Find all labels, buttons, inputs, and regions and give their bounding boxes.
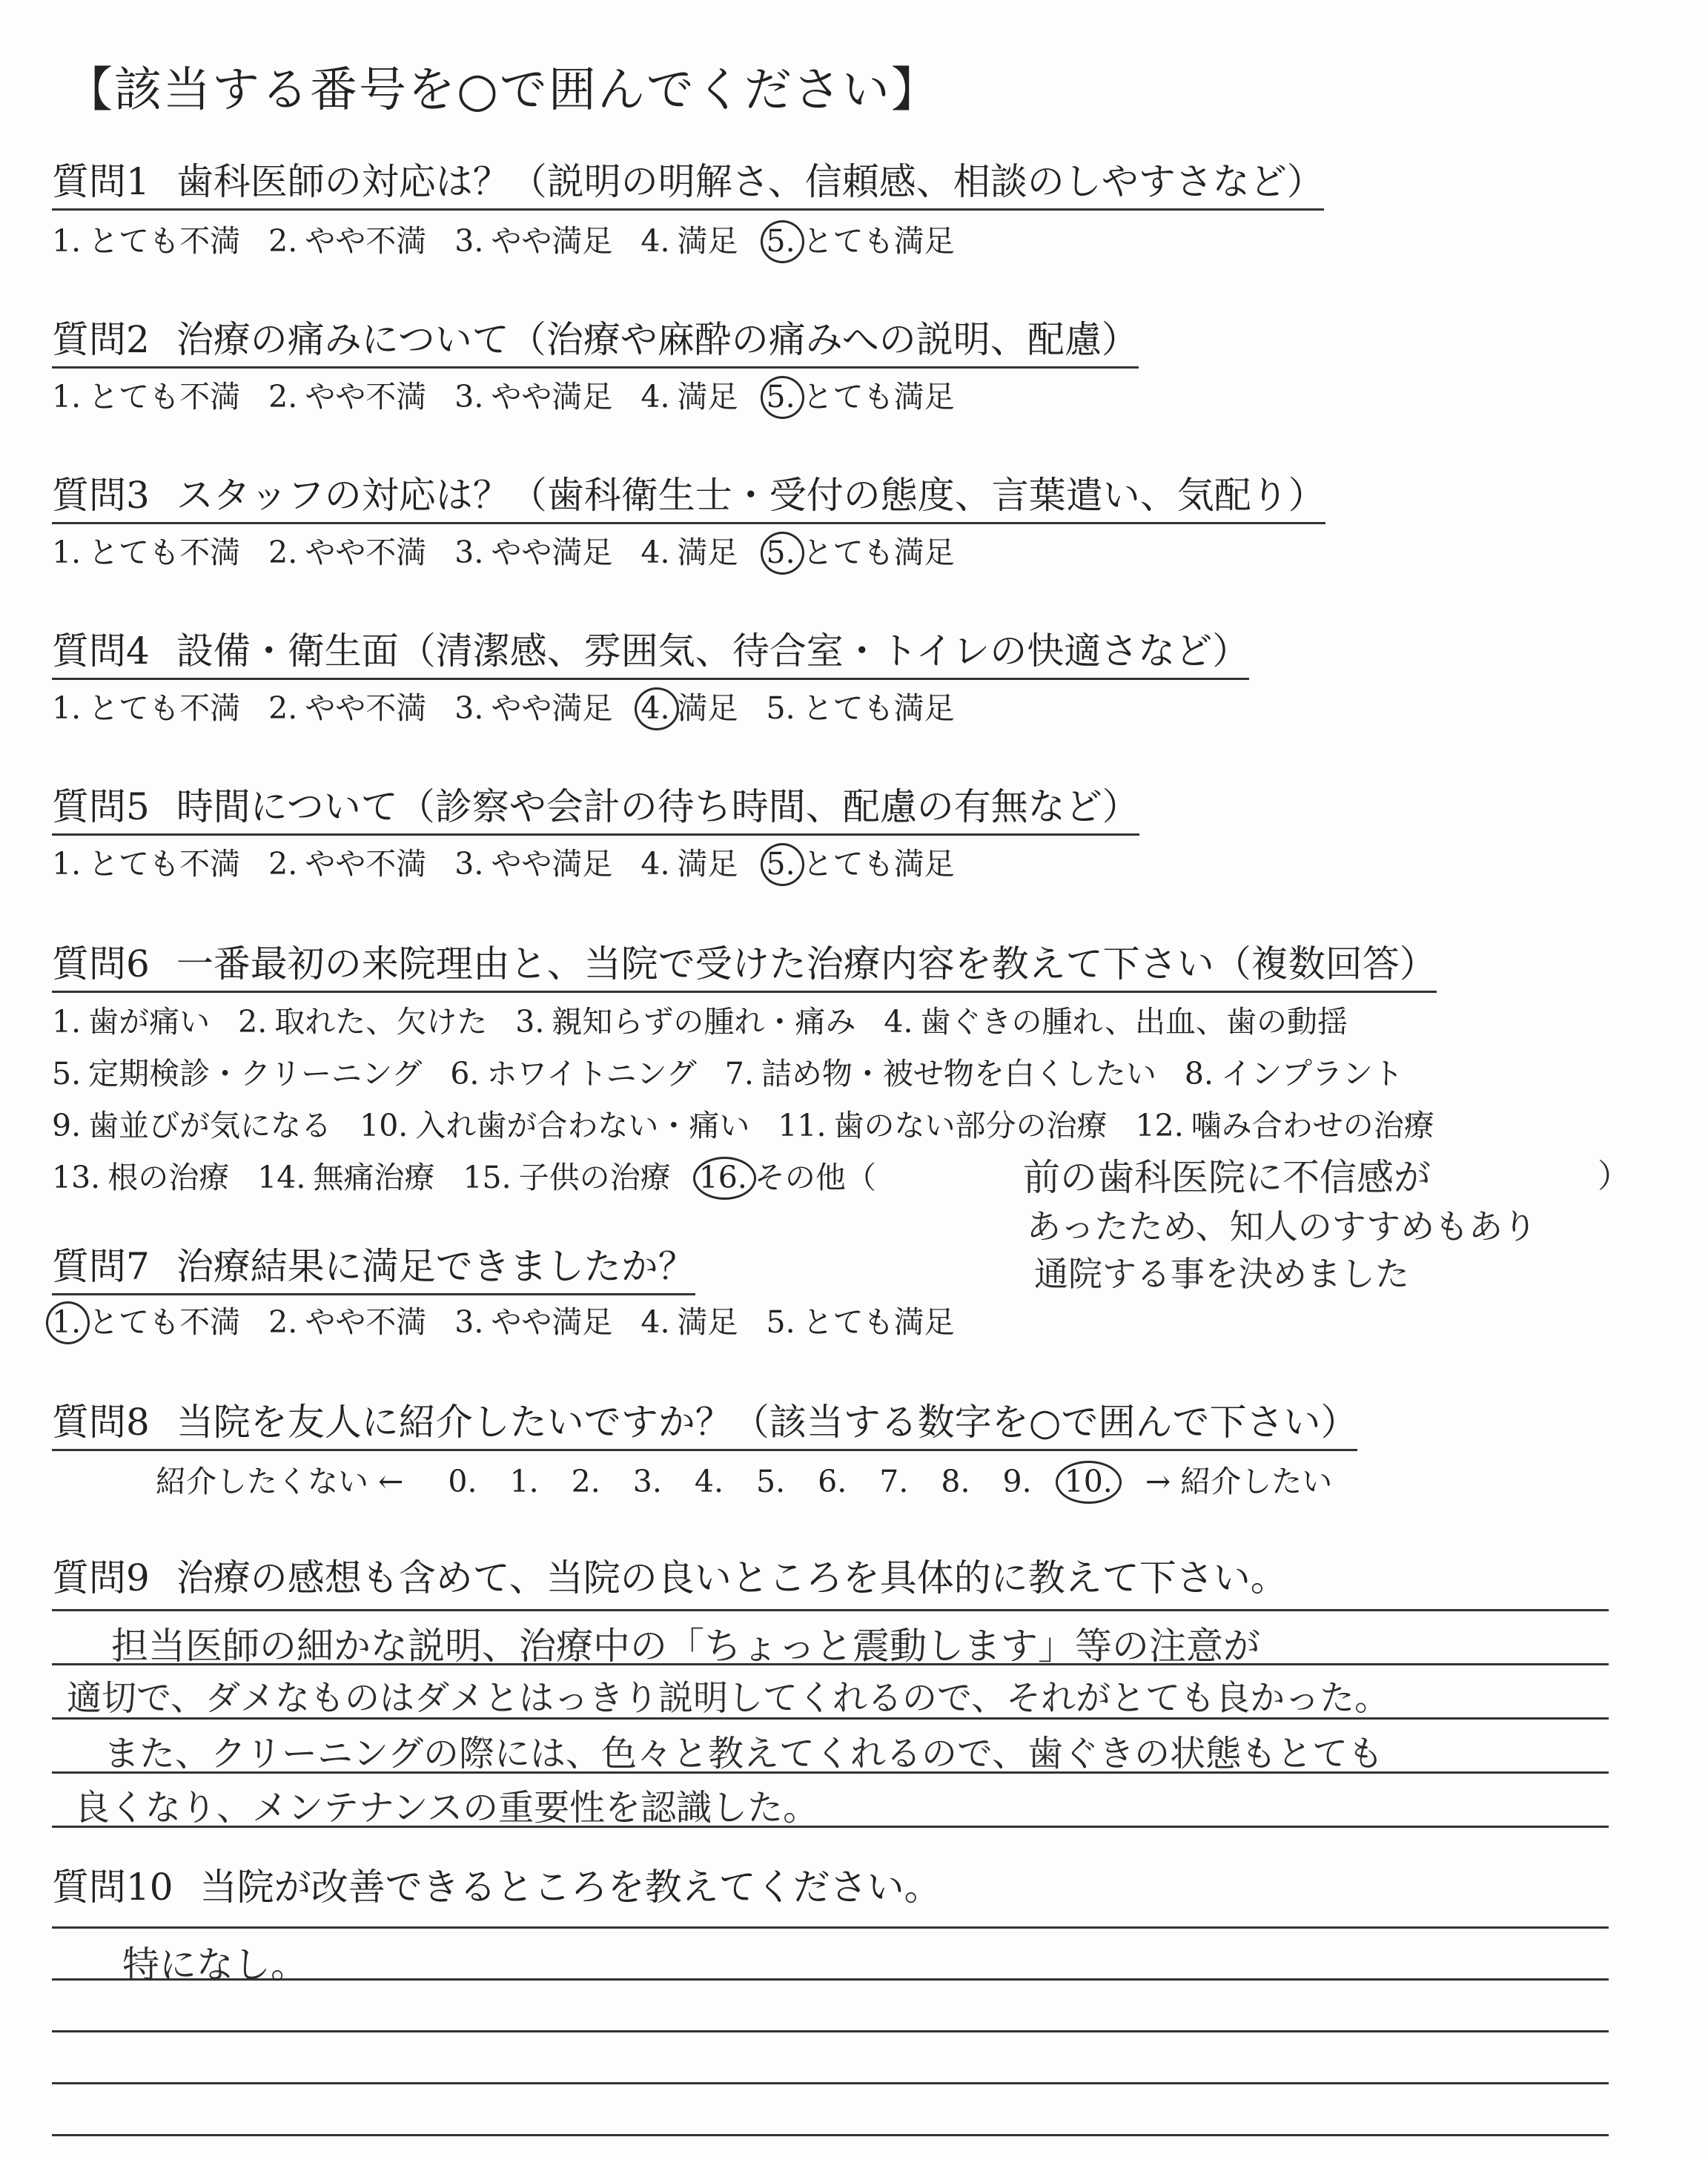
option-2[interactable] — [268, 839, 426, 883]
option-label: 入れ歯が合わない・痛い — [415, 1108, 750, 1143]
option-label: 満足 — [677, 1304, 738, 1340]
option-number: 1. — [52, 690, 82, 726]
option-number: 15. — [463, 1160, 512, 1195]
option-3[interactable] — [454, 372, 612, 416]
option-label: とても満足 — [802, 535, 955, 570]
q6-option-10[interactable] — [360, 1101, 749, 1145]
option-1[interactable] — [52, 684, 240, 727]
option-number: 3. — [454, 690, 484, 726]
option-number: 5. — [766, 535, 795, 570]
option-label: やや満足 — [491, 846, 613, 882]
option-label: ホワイトニング — [486, 1056, 697, 1091]
q6-option-16[interactable] — [699, 1153, 876, 1197]
option-label: とても満足 — [802, 1304, 955, 1340]
q2-heading: 質問2 治療の痛みについて（治療や麻酔の痛みへの説明、配慮） — [52, 310, 1139, 369]
option-1[interactable] — [52, 372, 240, 416]
q4-heading: 質問4 設備・衛生面（清潔感、雰囲気、待合室・トイレの快適さなど） — [52, 621, 1249, 680]
q6-option-11[interactable] — [778, 1101, 1107, 1145]
q6-option-8[interactable] — [1185, 1049, 1403, 1093]
option-1[interactable] — [52, 839, 240, 883]
q6-option-7[interactable] — [725, 1049, 1156, 1093]
q7-heading: 質問7 治療結果に満足できましたか？ — [52, 1237, 695, 1295]
option-label: やや不満 — [305, 846, 427, 882]
q2-options[interactable] — [52, 372, 983, 416]
option-2[interactable] — [268, 684, 426, 727]
option-label: 満足 — [677, 846, 738, 882]
option-number: 11. — [778, 1108, 827, 1143]
option-label: 親知らずの腫れ・痛み — [552, 1004, 856, 1040]
option-4[interactable] — [640, 372, 738, 416]
q6-option-4[interactable] — [884, 997, 1348, 1041]
option-label: やや満足 — [491, 690, 613, 726]
option-number: 1. — [52, 379, 82, 415]
option-label: 歯のない部分の治療 — [833, 1108, 1108, 1143]
q8-scale-value[interactable]: 10. — [1064, 1464, 1113, 1499]
q1-options[interactable] — [52, 217, 983, 260]
q6-option-6[interactable] — [450, 1049, 696, 1093]
option-number: 2. — [238, 1004, 268, 1040]
q6-option-row[interactable] — [52, 1153, 904, 1197]
q6-other-answer-line3: 通院する事を決めました — [1034, 1254, 1409, 1294]
q8-scale-value[interactable]: 9. — [1002, 1464, 1032, 1499]
option-3[interactable] — [454, 684, 612, 727]
option-2[interactable] — [268, 1298, 426, 1341]
answer-rule — [52, 2082, 1609, 2084]
q1-heading: 質問1 歯科医師の対応は？（説明の明解さ、信頼感、相談のしやすさなど） — [52, 152, 1324, 211]
option-1[interactable] — [52, 1298, 240, 1341]
q6-option-3[interactable] — [515, 997, 855, 1041]
q6-option-1[interactable] — [52, 997, 210, 1041]
option-label: 詰め物・被せ物を白くしたい — [761, 1056, 1156, 1091]
q6-heading: 質問6 一番最初の来院理由と、当院で受けた治療内容を教えて下さい（複数回答） — [52, 934, 1437, 993]
option-number: 1. — [52, 1304, 82, 1340]
answer-rule — [52, 1926, 1609, 1929]
option-label: やや満足 — [491, 535, 613, 570]
option-label: 満足 — [677, 690, 738, 726]
option-5[interactable] — [767, 217, 955, 260]
option-number: 4. — [640, 535, 670, 570]
q8-scale-value[interactable]: 4. — [694, 1464, 724, 1499]
q8-scale[interactable] — [156, 1457, 1332, 1501]
option-label: やや不満 — [305, 223, 427, 259]
q9-answer-line3: また、クリーニングの際には、色々と教えてくれるので、歯ぐきの状態もとても — [104, 1733, 1384, 1774]
option-3[interactable] — [454, 1298, 612, 1341]
q4-options[interactable] — [52, 684, 983, 727]
q8-scale-value[interactable]: 2. — [571, 1464, 600, 1499]
option-label: とても不満 — [88, 379, 241, 415]
option-number: 3. — [454, 223, 484, 259]
q3-heading: 質問3 スタッフの対応は？（歯科衛生士・受付の態度、言葉遣い、気配り） — [52, 466, 1325, 524]
option-number: 2. — [268, 690, 298, 726]
answer-rule — [52, 2030, 1609, 2032]
page-title: 【該当する番号を○で囲んでください】 — [65, 63, 940, 118]
option-number: 4. — [640, 223, 670, 259]
option-label: 満足 — [677, 223, 738, 259]
option-number: 6. — [450, 1056, 480, 1091]
option-number: 3. — [515, 1004, 545, 1040]
q8-scale-value[interactable]: 5. — [756, 1464, 786, 1499]
q6-option-row[interactable] — [52, 1101, 1463, 1145]
option-label: インプラント — [1221, 1056, 1403, 1091]
q6-other-answer-line1: 前の歯科医院に不信感が — [1023, 1156, 1431, 1199]
option-label: その他（ — [754, 1160, 876, 1195]
option-label: 歯並びが気になる — [88, 1108, 332, 1143]
q6-other-answer-line2: あったため、知人のすすめもあり — [1027, 1206, 1537, 1246]
option-number: 5. — [766, 1304, 795, 1340]
option-number: 1. — [52, 1004, 82, 1040]
option-number: 1. — [52, 535, 82, 570]
option-3[interactable] — [454, 528, 612, 572]
option-number: 5. — [766, 846, 795, 882]
option-label: やや不満 — [305, 1304, 427, 1340]
option-label: とても不満 — [88, 846, 241, 882]
option-label: とても満足 — [802, 690, 955, 726]
option-label: やや満足 — [491, 1304, 613, 1340]
option-5[interactable] — [767, 372, 955, 416]
answer-rule — [52, 1609, 1609, 1611]
option-number: 14. — [257, 1160, 306, 1195]
option-number: 4. — [884, 1004, 913, 1040]
q8-scale-value[interactable]: 1. — [509, 1464, 539, 1499]
option-number: 2. — [268, 379, 298, 415]
q7-options[interactable] — [52, 1298, 983, 1341]
option-number: 16. — [698, 1160, 747, 1195]
option-label: 根の治療 — [107, 1160, 230, 1195]
option-3[interactable] — [454, 839, 612, 883]
option-number: 9. — [52, 1108, 82, 1143]
option-label: とても満足 — [802, 846, 955, 882]
option-label: 取れた、欠けた — [274, 1004, 488, 1040]
option-label: 歯が痛い — [88, 1004, 211, 1040]
option-number: 3. — [454, 535, 484, 570]
q6-option-5[interactable] — [52, 1049, 422, 1093]
option-number: 3. — [454, 379, 484, 415]
q8-heading: 質問8 当院を友人に紹介したいですか？（該当する数字を○で囲んで下さい） — [52, 1393, 1357, 1451]
option-number: 12. — [1135, 1108, 1184, 1143]
option-label: やや満足 — [491, 223, 613, 259]
option-4[interactable] — [640, 684, 738, 727]
option-number: 7. — [724, 1056, 754, 1091]
q10-answer: 特になし。 — [122, 1943, 308, 1986]
option-number: 2. — [268, 1304, 298, 1340]
q8-scale-value[interactable]: 8. — [941, 1464, 970, 1499]
q3-options[interactable] — [52, 528, 983, 572]
option-5[interactable] — [767, 839, 955, 883]
option-number: 2. — [268, 535, 298, 570]
answer-rule — [52, 2134, 1609, 2136]
option-number: 13. — [52, 1160, 101, 1195]
option-label: とても不満 — [88, 1304, 241, 1340]
q8-left-label: 紹介したくない ← — [156, 1464, 404, 1499]
option-label: 子供の治療 — [518, 1160, 671, 1195]
option-5[interactable] — [767, 684, 955, 727]
q6-other-close: ） — [1598, 1157, 1630, 1195]
option-label: とても満足 — [802, 223, 955, 259]
q8-scale-value[interactable]: 0. — [448, 1464, 477, 1499]
option-number: 3. — [454, 1304, 484, 1340]
option-label: 噛み合わせの治療 — [1191, 1108, 1434, 1143]
option-4[interactable] — [640, 1298, 738, 1341]
option-1[interactable] — [52, 528, 240, 572]
option-label: とても不満 — [88, 223, 241, 259]
option-4[interactable] — [640, 839, 738, 883]
q5-heading: 質問5 時間について（診察や会計の待ち時間、配慮の有無など） — [52, 777, 1139, 836]
option-label: やや不満 — [305, 535, 427, 570]
option-1[interactable] — [52, 217, 240, 260]
q9-answer-line2: 適切で、ダメなものはダメとはっきり説明してくれるので、それがとても良かった。 — [67, 1678, 1390, 1719]
q6-option-2[interactable] — [238, 997, 487, 1041]
q6-option-row[interactable] — [52, 1049, 1431, 1093]
option-number: 1. — [52, 223, 82, 259]
q6-option-9[interactable] — [52, 1101, 331, 1145]
option-label: 定期検診・クリーニング — [88, 1056, 423, 1091]
q8-scale-value[interactable]: 3. — [632, 1464, 662, 1499]
q9-answer-line4: 良くなり、メンテナンスの重要性を認識した。 — [74, 1787, 819, 1829]
option-label: 満足 — [677, 535, 738, 570]
option-2[interactable] — [268, 372, 426, 416]
option-label: とても不満 — [88, 535, 241, 570]
option-label: やや満足 — [491, 379, 613, 415]
q9-heading: 質問9 治療の感想も含めて、当院の良いところを具体的に教えて下さい。 — [52, 1556, 1288, 1599]
option-number: 10. — [360, 1108, 408, 1143]
option-number: 4. — [640, 846, 670, 882]
option-number: 2. — [268, 846, 298, 882]
q6-option-row[interactable] — [52, 997, 1376, 1041]
option-number: 5. — [766, 690, 795, 726]
option-number: 1. — [52, 846, 82, 882]
option-label: とても不満 — [88, 690, 241, 726]
q9-answer-line1: 担当医師の細かな説明、治療中の「ちょっと震動します」等の注意が — [111, 1625, 1260, 1668]
option-label: とても満足 — [802, 379, 955, 415]
q5-options[interactable] — [52, 839, 983, 883]
q6-option-14[interactable] — [257, 1153, 434, 1197]
q8-scale-value[interactable]: 6. — [818, 1464, 847, 1499]
option-number: 2. — [268, 223, 298, 259]
option-number: 5. — [52, 1056, 82, 1091]
q8-scale-value[interactable]: 7. — [879, 1464, 909, 1499]
option-number: 4. — [640, 379, 670, 415]
option-3[interactable] — [454, 217, 612, 260]
option-2[interactable] — [268, 217, 426, 260]
q10-heading: 質問10 当院が改善できるところを教えてください。 — [52, 1866, 941, 1909]
q6-option-13[interactable] — [52, 1153, 229, 1197]
option-number: 8. — [1184, 1056, 1214, 1091]
option-number: 4. — [640, 690, 670, 726]
q6-option-12[interactable] — [1136, 1101, 1434, 1145]
option-4[interactable] — [640, 217, 738, 260]
option-4[interactable] — [640, 528, 738, 572]
q6-option-15[interactable] — [463, 1153, 670, 1197]
option-label: やや不満 — [305, 379, 427, 415]
option-label: 歯ぐきの腫れ、出血、歯の動揺 — [920, 1004, 1348, 1040]
option-number: 4. — [640, 1304, 670, 1340]
option-label: 無痛治療 — [313, 1160, 435, 1195]
option-5[interactable] — [767, 1298, 955, 1341]
option-number: 5. — [766, 223, 795, 259]
option-2[interactable] — [268, 528, 426, 572]
option-label: 満足 — [677, 379, 738, 415]
option-5[interactable] — [767, 528, 955, 572]
option-number: 5. — [766, 379, 795, 415]
q8-right-label: → 紹介したい — [1145, 1464, 1333, 1499]
option-label: やや不満 — [305, 690, 427, 726]
option-number: 3. — [454, 846, 484, 882]
